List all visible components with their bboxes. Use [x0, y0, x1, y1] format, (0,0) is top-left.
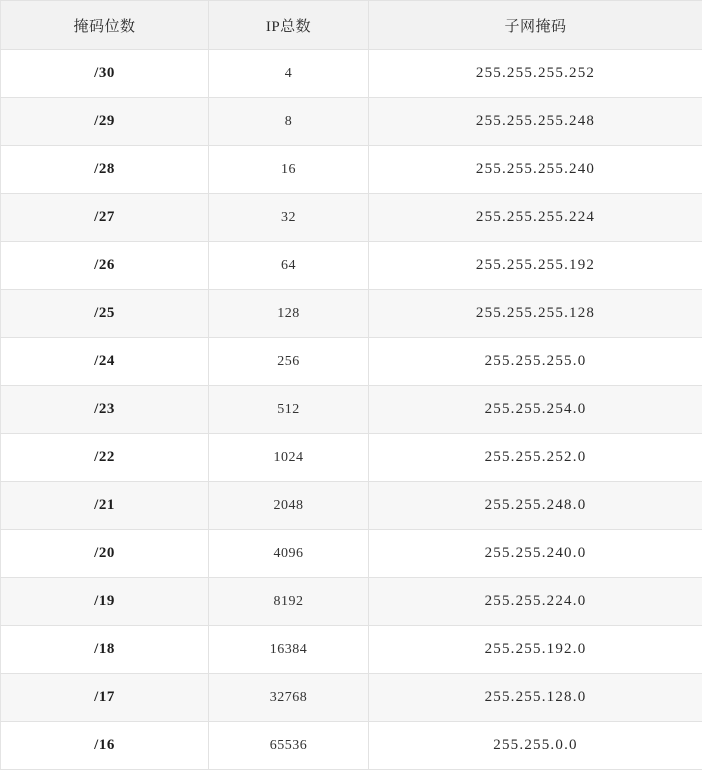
cell-prefix-length: /20: [1, 530, 209, 578]
cell-subnet-mask: 255.255.255.0: [369, 338, 702, 386]
table-header: [1, 1, 702, 50]
cell-subnet-mask: 255.255.255.248: [369, 98, 702, 146]
cell-prefix-length: /24: [1, 338, 209, 386]
cell-prefix-length: /18: [1, 626, 209, 674]
cell-subnet-mask: 255.255.224.0: [369, 578, 702, 626]
column-header-prefix-length: 掩码位数: [1, 1, 209, 50]
cell-ip-total: 128: [209, 290, 369, 338]
table-row: [1, 194, 702, 242]
cell-ip-total: 65536: [209, 722, 369, 770]
cell-ip-total: 16: [209, 146, 369, 194]
table-body: [1, 50, 702, 770]
table-row: [1, 98, 702, 146]
cell-prefix-length: /21: [1, 482, 209, 530]
table-row: [1, 290, 702, 338]
cell-ip-total: 32: [209, 194, 369, 242]
table-row: [1, 242, 702, 290]
cell-subnet-mask: 255.255.255.192: [369, 242, 702, 290]
cell-prefix-length: /30: [1, 50, 209, 98]
cell-ip-total: 64: [209, 242, 369, 290]
cell-ip-total: 8: [209, 98, 369, 146]
cell-prefix-length: /17: [1, 674, 209, 722]
table-header-row: [1, 1, 702, 50]
cell-ip-total: 32768: [209, 674, 369, 722]
table-row: [1, 722, 702, 770]
cell-prefix-length: /29: [1, 98, 209, 146]
cell-subnet-mask: 255.255.255.240: [369, 146, 702, 194]
cell-ip-total: 4: [209, 50, 369, 98]
cell-ip-total: 16384: [209, 626, 369, 674]
table-row: [1, 674, 702, 722]
table-row: [1, 146, 702, 194]
table-row: [1, 338, 702, 386]
column-header-subnet-mask: 子网掩码: [369, 1, 702, 50]
table-row: [1, 482, 702, 530]
cell-prefix-length: /26: [1, 242, 209, 290]
cell-prefix-length: /25: [1, 290, 209, 338]
table-row: [1, 626, 702, 674]
cell-prefix-length: /19: [1, 578, 209, 626]
cell-subnet-mask: 255.255.255.224: [369, 194, 702, 242]
cell-subnet-mask: 255.255.255.128: [369, 290, 702, 338]
cell-ip-total: 512: [209, 386, 369, 434]
cell-prefix-length: /28: [1, 146, 209, 194]
cell-prefix-length: /27: [1, 194, 209, 242]
cell-subnet-mask: 255.255.0.0: [369, 722, 702, 770]
cell-subnet-mask: 255.255.255.252: [369, 50, 702, 98]
cell-subnet-mask: 255.255.252.0: [369, 434, 702, 482]
cell-subnet-mask: 255.255.254.0: [369, 386, 702, 434]
table-row: [1, 578, 702, 626]
cell-subnet-mask: 255.255.128.0: [369, 674, 702, 722]
table-row: [1, 530, 702, 578]
cell-subnet-mask: 255.255.248.0: [369, 482, 702, 530]
cell-subnet-mask: 255.255.240.0: [369, 530, 702, 578]
cell-prefix-length: /16: [1, 722, 209, 770]
cell-ip-total: 1024: [209, 434, 369, 482]
cell-prefix-length: /22: [1, 434, 209, 482]
column-header-ip-total: IP总数: [209, 1, 369, 50]
cell-ip-total: 256: [209, 338, 369, 386]
cell-ip-total: 4096: [209, 530, 369, 578]
cell-ip-total: 8192: [209, 578, 369, 626]
cell-prefix-length: /23: [1, 386, 209, 434]
table-row: [1, 434, 702, 482]
table-row: [1, 386, 702, 434]
table-row: [1, 50, 702, 98]
cell-subnet-mask: 255.255.192.0: [369, 626, 702, 674]
cell-ip-total: 2048: [209, 482, 369, 530]
